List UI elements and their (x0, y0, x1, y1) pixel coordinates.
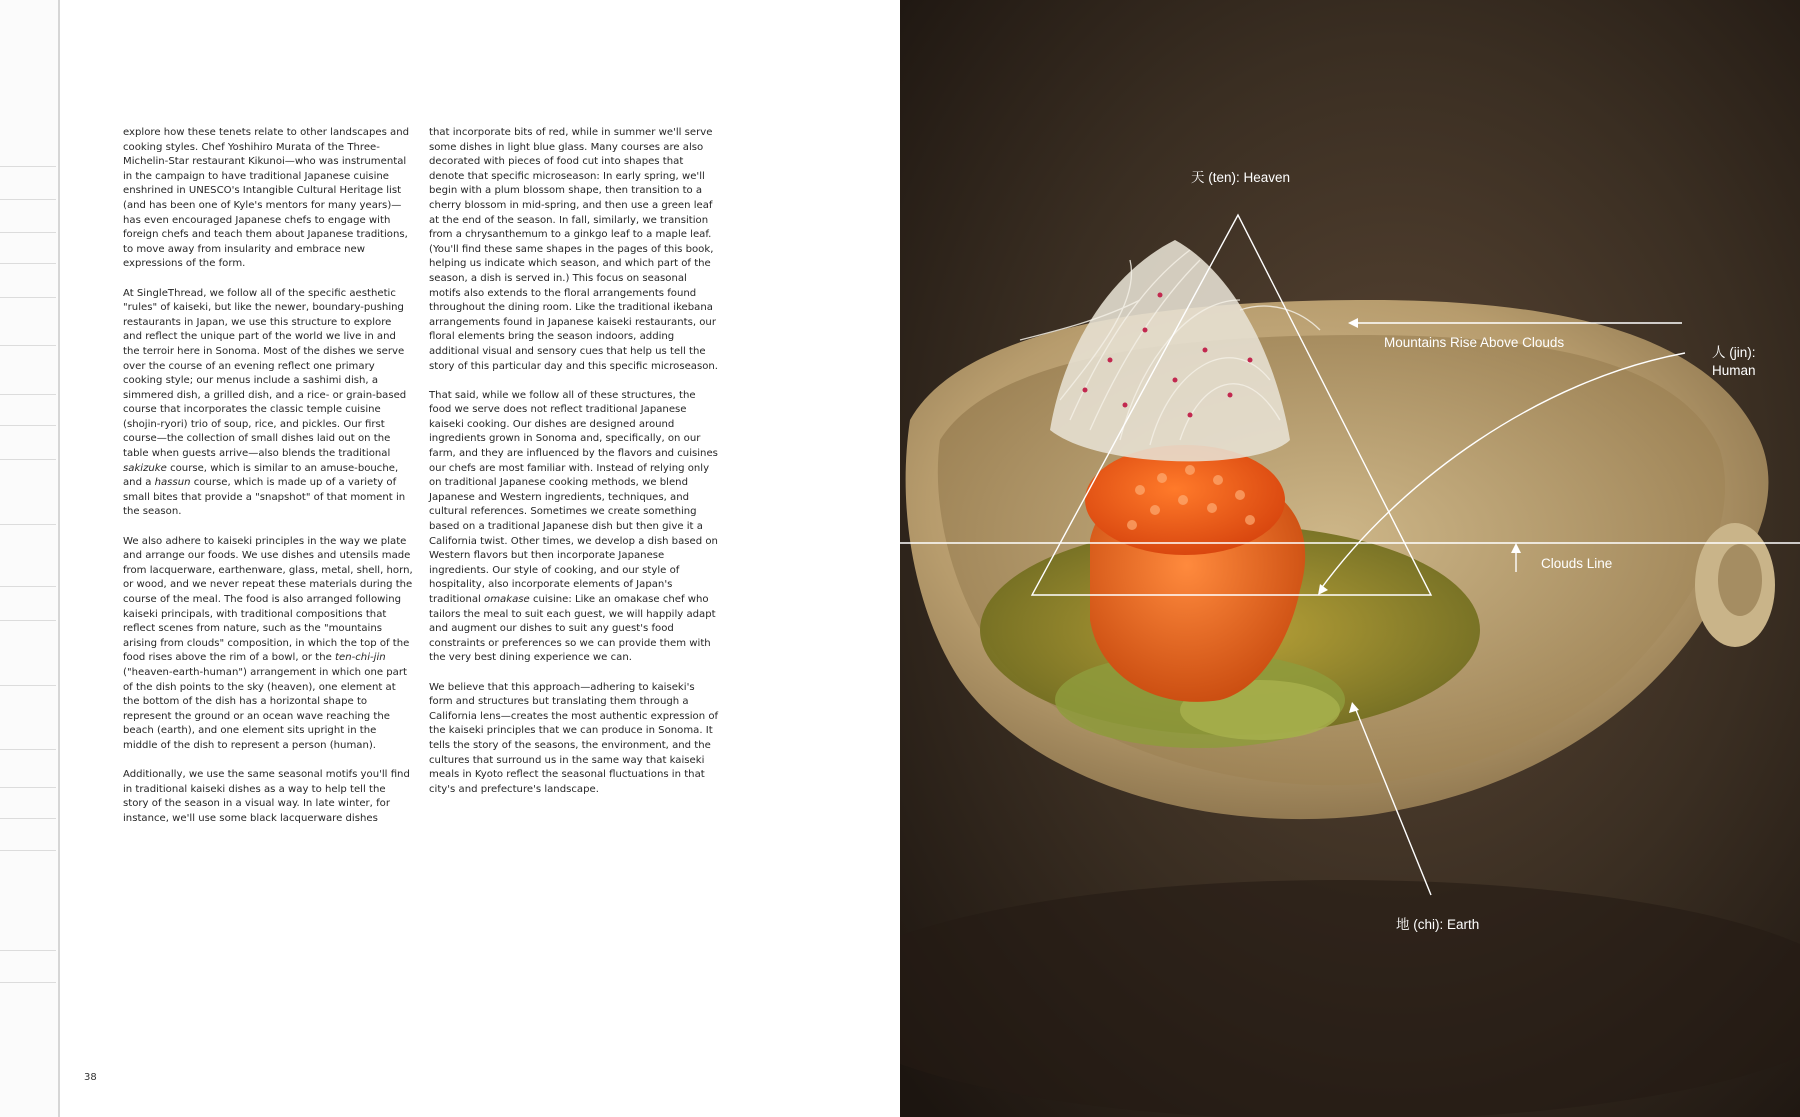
edge-line (0, 850, 56, 851)
edge-line (0, 232, 56, 233)
edge-line (0, 586, 56, 587)
edge-line (0, 263, 56, 264)
edge-line (0, 982, 56, 983)
edge-line (0, 524, 56, 525)
text-run: That said, while we follow all of these structures, the food we serve does not reflect traditional Japanese kaiseki cooking. Our dishes are designed around ingredients grown in Sonoma and, specifically, on our farm, and they are influenced by the flavors and cuisines our chefs are most familiar with. Instead of relying only on traditional Japanese cooking methods, we blend Japanese and Western ingredients, techniques, and cultural references. Sometimes we create something based on a traditional Japanese dish but then give it a California twist. Other times, we develop a dish based on Western flavors but then incorporate Japanese ingredients. Our style of cooking, and our style of hospitality, also incorporate elements of Japan's traditional (429, 389, 718, 605)
edge-line (0, 749, 56, 750)
italic-term: hassun (154, 477, 191, 489)
paragraph (429, 389, 719, 666)
edge-line (0, 818, 56, 819)
edge-line (0, 950, 56, 951)
edge-line (0, 199, 56, 200)
edge-line (0, 459, 56, 460)
paragraph: that incorporate bits of red, while in summer we'll serve some dishes in light blue glass. Many courses are also decorated with pieces of food cut into shapes that denote that specific microseason: In early spring, we'll begin with a plum blossom shape, then transition to a cherry blossom in mid-spring, and then use a green leaf at the end of the season. In fall, similarly, we transition from a chrysanthemum to a ginkgo leaf to a maple leaf. (You'll find these same shapes in the pages of this book, helping us indicate which season, and which part of the season, a dish is served in.) This focus on seasonal motifs also extends to the floral arrangements found throughout the dining room. Like the traditional ikebana arrangements found in Japanese kaiseki restaurants, our floral elements bring the season indoors, adding additional visual and sensory cues that help us tell the story of this particular day and this specific microseason. (429, 127, 719, 372)
page-edge-strip (0, 0, 60, 1117)
label-clouds: Clouds Line (1541, 556, 1613, 571)
edge-line (0, 620, 56, 621)
page-number: 38 (84, 1072, 97, 1083)
text-run: We also adhere to kaiseki principles in the way we plate and arrange our foods. We use dishes and utensils made from lacquerware, earthenware, glass, metal, shell, horn, or wood, and we never repeat these materials during the course of the meal. The food is also arranged following kaiseki principals, with traditional compositions that reflect scenes from nature, such as the "mountains arising from clouds" composition, in which the top of the food rises above the rim of a bowl, or the (123, 535, 413, 664)
italic-term: ten-chi-jin (335, 652, 386, 664)
edge-line (0, 166, 56, 167)
text-run: At SingleThread, we follow all of the specific aesthetic "rules" of kaiseki, but like the newer, boundary-pushing restaurants in Japan, we use this structure to explore and reflect the unique part of the world we live in and the terroir here in Sonoma. Most of the dishes we serve over the course of an evening reflect one primary cooking style; our menus include a sashimi dish, a simmered dish, a grilled dish, and a rice- or grain-based course that incorporates the classic temple cuisine (shojin-ryori) trio of soup, rice, and pickles. Our first course—the collection of small dishes laid out on the table when guests arrive—also blends the traditional (123, 287, 407, 460)
label-human-2: Human (1712, 363, 1756, 378)
label-human-1: 人 (jin): (1712, 345, 1756, 360)
bowl-handle-shade (1718, 544, 1762, 616)
italic-term: sakizuke (123, 462, 167, 474)
label-earth: 地 (chi): Earth (1396, 917, 1480, 932)
text-run: course, which is similar to an amuse-bouche, and a (123, 462, 399, 489)
paragraph (123, 535, 413, 754)
edge-line (0, 297, 56, 298)
paragraph: explore how these tenets relate to other landscapes and cooking styles. Chef Yoshihiro Murata of the Three-Michelin-Star restaurant Kikunoi—who was instrumental in the campaign to have traditional Japanese cuisine enshrined in UNESCO's Intangible Cultural Heritage list (and has been one of Kyle's mentors for many years)—has even encouraged Japanese chefs to engage with foreign chefs and teach them about Japanese traditions, to move away from insularity and embrace new expressions of the form. (123, 127, 410, 270)
text-column-right (429, 126, 719, 812)
italic-term: omakase (484, 594, 530, 605)
edge-line (0, 425, 56, 426)
label-heaven: 天 (ten): Heaven (1191, 170, 1291, 185)
paragraph: Additionally, we use the same seasonal motifs you'll find in traditional kaiseki dishes as a way to help tell the story of the season in a visual way. In late winter, for instance, we'll use some black lacquerware dishes (123, 769, 410, 824)
paragraph: We believe that this approach—adhering to kaiseki's form and structures but translating them through a California lens—creates the most authentic expression of the kaiseki principles that we can produce in Sonoma. It tells the story of the seasons, the environment, and the cultures that surround us in the same way that kaiseki meals in Kyoto reflect the seasonal fluctuations in that city's and prefecture's landscape. (429, 681, 719, 795)
edge-line (0, 685, 56, 686)
label-mountains: Mountains Rise Above Clouds (1384, 335, 1565, 350)
paragraph (123, 287, 413, 521)
edge-line (0, 345, 56, 346)
text-run: ("heaven-earth-human") arrangement in which one part of the dish points to the sky (heaven), one element at the bottom of the dish has a horizontal shape to represent the ground or an ocean wave reaching the beach (earth), and one element sits upright in the middle of the dish to represent a person (human). (123, 666, 407, 751)
dish-illustration (900, 0, 1800, 1117)
edge-line (0, 787, 56, 788)
edge-line (0, 394, 56, 395)
shadow (900, 880, 1800, 1117)
text-column-left (123, 126, 413, 841)
text-run: course, which is made up of a variety of small bites that provide a "snapshot" of that moment in the season. (123, 477, 406, 518)
dish-photo (900, 0, 1800, 1117)
text-run: cuisine: Like an omakase chef who tailors the meal to suit each guest, we will happily adapt and augment our dishes to suit any guest's food constraints or preferences so we can provide them with the very best dining experience we can. (429, 594, 716, 664)
